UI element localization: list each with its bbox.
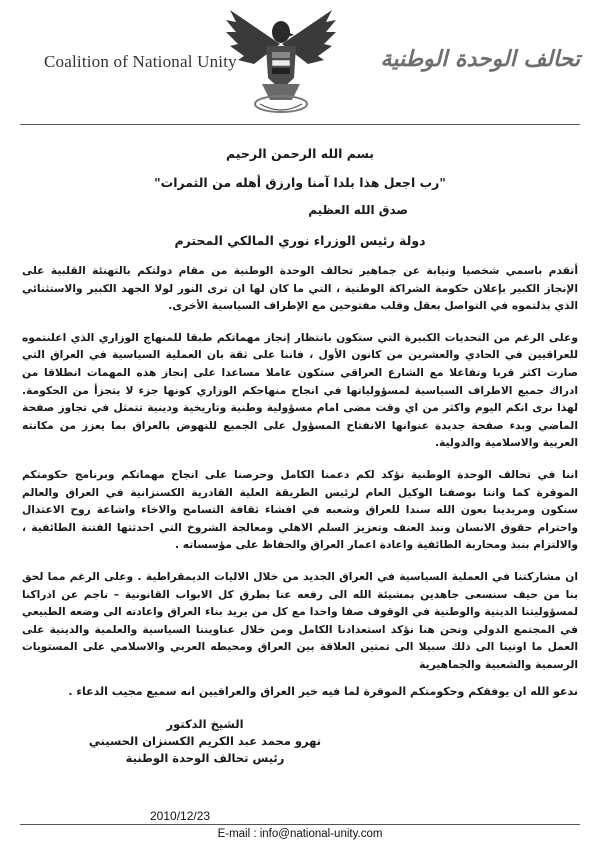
paragraph: وعلى الرغم من التحديات الكبيرة التي ستكون بانتظار إنجاز مهماتكم طبقا للمنهاج الوزاري الذي اعلنتموه للعراقيين في الحادي والعشرين من كانون الأول ، فاننا على ثقة بان العملية السياسية في العراق التي صارت اكثر قربا وتفاعلا مع الشارع العراقي ستكون عاملا مساعدا على إنجاز هذه المهمات انطلاقا من ادراك جميع الاطراف السياسية لمسؤولياتها في انجاح منهاجكم الوزاري كونها جزء لا يتجزأ من الحكومة. لهذا نرى انكم اليوم واكثر من اي وقت مضى امام مسؤولية وطنية وتاريخية ودينية تتمثل في تجاوز صفحة الماضي وبدء صفحة جديدة عنوانها الانفتاح المسؤول على الجميع للنهوض بالعراق بما يعزز من مكانته العربية والاسلامية والدولية. — [22, 330, 578, 450]
signature-block — [80, 716, 330, 767]
paragraph: ان مشاركتنا في العملية السياسية في العراق الجديد من خلال الاليات الديمقراطية . وعلى الرغم مما لحق بنا من حيف سنسعى جاهدين بمشيئة الله الى رفعه عنا بطرق كل الابواب القانونية – ناجم عن ادراكنا لمسؤوليتنا الدينية والوطنية في الوقوف صفا واحدا مع كل من يريد بناء العراق واعادته الى وضعه الطبيعي في المجتمع الدولي ونحن هنا نؤكد استعدادنا الكامل ومن خلال عناويننا السياسية والعلمية والدينية على العمل ما اوتينا الى ذلك سبيلا الى تمتين العلاقة بين العراق ومحيطه العربي والاسلامي على المستويات الرسمية والشعبية والجماهيرية — [22, 569, 578, 671]
signature-name: نهرو محمد عبد الكريم الكسنزان الحسيني — [88, 734, 322, 748]
basmala: بسم الله الرحمن الرحيم — [226, 146, 374, 161]
signature-role: رئيس تحالف الوحدة الوطنية — [125, 751, 285, 765]
letter-date: 2010/12/23 — [150, 809, 211, 823]
letterhead — [0, 0, 600, 124]
verse-closing: صدق الله العظيم — [308, 203, 408, 217]
quran-verse: "رب اجعل هذا بلدا آمنا وارزق أهله من الثمرات" — [154, 175, 446, 190]
header-divider — [20, 124, 580, 125]
org-name-arabic: تحالف الوحدة الوطنية — [380, 46, 580, 72]
footer-divider — [20, 824, 580, 825]
footer-email: E-mail : info@national-unity.com — [217, 828, 383, 840]
closing-prayer: ندعو الله ان يوفقكم وحكومتكم الموقرة لما فيه خير العراق والعراقيين انه سميع مجيب الدعاء . — [68, 685, 578, 699]
eagle-emblem-icon — [222, 4, 340, 118]
letter-body — [22, 140, 578, 698]
org-name-english: Coalition of National Unity — [44, 52, 237, 71]
signature-title: الشيخ الدكتور — [166, 717, 244, 731]
addressee: دولة رئيس الوزراء نوري المالكي المحترم — [174, 233, 426, 248]
paragraph: اننا في تحالف الوحدة الوطنية نؤكد لكم دعمنا الكامل وحرصنا على انجاح مهماتكم وبرنامج حكومتكم الموقرة كما واننا بوصفنا الوكيل العام لرئيس الطريقة العلية القادرية الكسنزانية في العراق والعالم سنكون ومريدينا بعون الله سندا للعراق وشعبه في افشاء ثقافة التسامح والاخاء واشاعة روح الاعتدال واحترام حقوق الانسان ونبذ العنف وتعزيز السلم الاهلي ومعالجة الشروخ التي احدثتها الفتنة الطائفية ، والالتزام بنبذ ومحاربة الطائفية واعادة اعمار العراق والحفاظ على مؤسساته . — [22, 467, 578, 552]
paragraph: أتقدم باسمي شخصيا ونيابة عن جماهير تحالف الوحدة الوطنية من مقام دولتكم بالتهنئة القلبية على الإنجاز الكبير بإعلان حكومة الشراكة الوطنية ، التي ما كان لها ان ترى النور لولا الجهد الكبير والاستثنائي الذي بذلتموه في التواصل بعقل وقلب مفتوحين مع الإطراف السياسية الأخرى. — [22, 264, 578, 313]
